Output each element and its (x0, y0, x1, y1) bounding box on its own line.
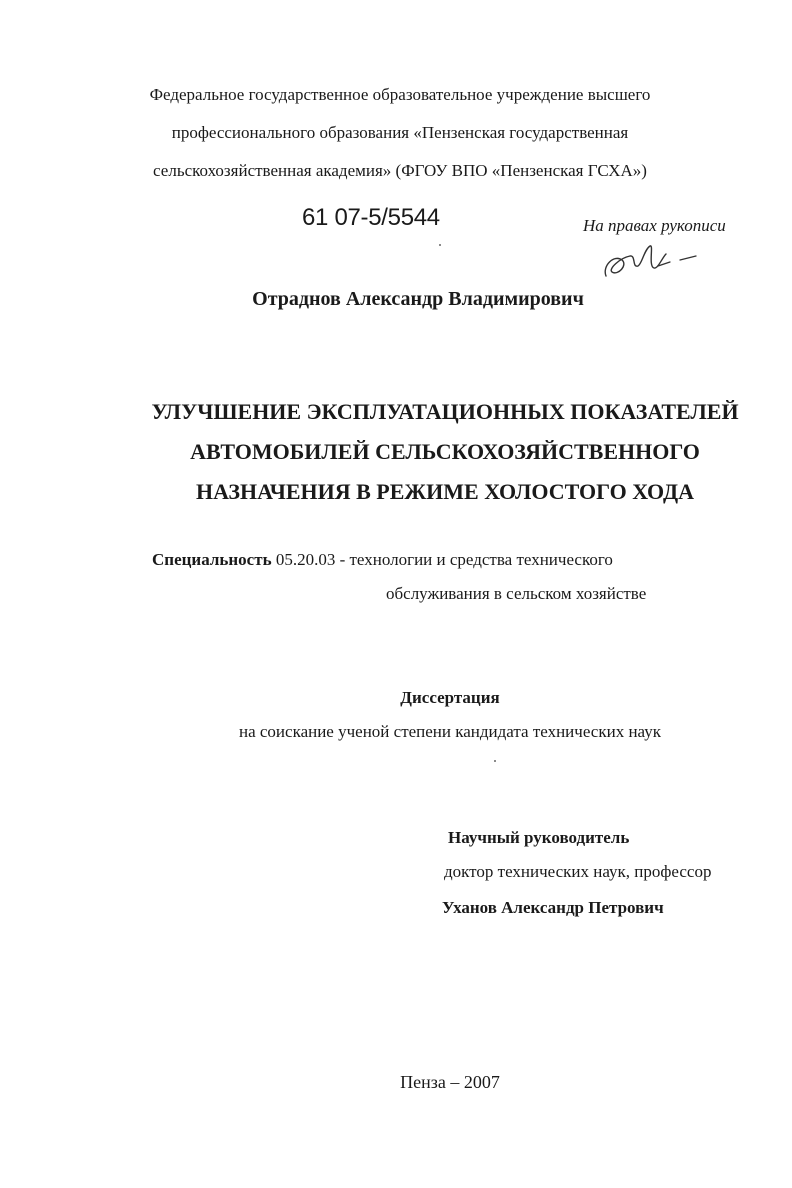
degree-line: на соискание ученой степени кандидата технических наук (238, 722, 661, 741)
institution-line: Федеральное государственное образовательное учреждение высшего (149, 85, 651, 104)
thesis-title-line: НАЗНАЧЕНИЯ В РЕЖИМЕ ХОЛОСТОГО ХОДА (195, 479, 695, 504)
institution-line: сельскохозяйственная академия» (ФГОУ ВПО «Пензенская ГСХА») (153, 161, 647, 180)
specialty-label: Специальность (152, 550, 272, 569)
thesis-title-line: УЛУЧШЕНИЕ ЭКСПЛУАТАЦИОННЫХ ПОКАЗАТЕЛЕЙ (151, 399, 739, 424)
specialty-code: 05.20.03 - технологии и средства технического (271, 550, 613, 569)
specialty-line (152, 550, 613, 570)
document-type: Диссертация (400, 688, 500, 707)
city-year: Пенза – 2007 (400, 1072, 500, 1092)
supervisor-label: Научный руководитель (448, 828, 630, 847)
archive-code: 61 07-5/5544 (302, 204, 440, 231)
manuscript-note: На правах рукописи (583, 216, 726, 235)
scan-speck (494, 760, 496, 762)
signature-icon (592, 236, 702, 286)
thesis-title-line: АВТОМОБИЛЕЙ СЕЛЬСКОХОЗЯЙСТВЕННОГО (190, 439, 700, 464)
supervisor-degree: доктор технических наук, профессор (444, 862, 712, 881)
thesis-title (120, 392, 770, 512)
institution-header (120, 76, 680, 190)
scan-speck (439, 244, 441, 246)
author-name: Отраднов Александр Владимирович (252, 288, 584, 310)
specialty-continuation: обслуживания в сельском хозяйстве (386, 584, 647, 603)
institution-line: профессионального образования «Пензенская государственная (171, 123, 629, 142)
supervisor-name: Уханов Александр Петрович (442, 898, 664, 917)
